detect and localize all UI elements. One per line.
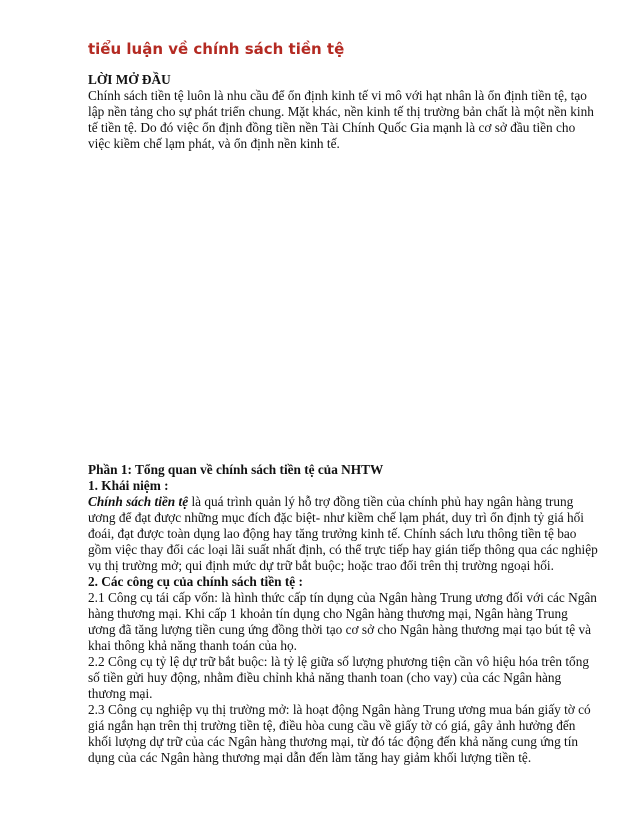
part1-section — [88, 462, 598, 766]
part1-heading: Phần 1: Tổng quan về chính sách tiền tệ của NHTW — [88, 462, 384, 477]
definition-text: là quá trình quản lý hỗ trợ đồng tiền của chính phủ hay ngân hàng trung ương để đạt được những mục đích đặc biệt- như kiềm chế lạm phát, duy trì ổn định tỷ giá hối đoái, đạt được toàn dụng lao động hay tăng trưởng kinh tế. Chính sách lưu thông tiền tệ bao gồm việc thay đổi các loại lãi suất nhất định, có thể trực tiếp hay gián tiếp thông qua các nghiệp vụ thị trường mở; qui định mức dự trữ bắt buộc; hoặc trao đổi trên thị trường ngoại hối. — [88, 494, 598, 573]
section2-heading: 2. Các công cụ của chính sách tiền tệ : — [88, 574, 303, 589]
section1-heading: 1. Khái niệm : — [88, 478, 169, 493]
intro-heading: LỜI MỞ ĐẦU — [88, 72, 171, 87]
document-title: tiểu luận về chính sách tiền tệ — [88, 40, 345, 58]
tool-open-market-paragraph: 2.3 Công cụ nghiệp vụ thị trường mở: là hoạt động Ngân hàng Trung ương mua bán giấy tờ có giá ngắn hạn trên thị trường tiền tệ, điều hòa cung cầu về giấy tờ có giá, gây ảnh hưởng đến khối lượng dự trữ của các Ngân hàng thương mại, từ đó tác động đến khả năng cung ứng tín dụng của các Ngân hàng thương mại dẫn đến làm tăng hay giảm khối lượng tiền tệ. — [88, 702, 591, 765]
tool-refinancing-paragraph: 2.1 Công cụ tái cấp vốn: là hình thức cấp tín dụng của Ngân hàng Trung ương đối với các Ngân hàng thương mại. Khi cấp 1 khoản tín dụng cho Ngân hàng thương mại, Ngân hàng Trung ương đã tăng lượng tiền cung ứng đồng thời tạo cơ sở cho Ngân hàng thương mại tạo bút tệ và khai thông khả năng thanh toán của họ. — [88, 590, 597, 653]
definition-paragraph — [88, 494, 598, 574]
definition-term: Chính sách tiền tệ — [88, 494, 189, 509]
intro-paragraph: Chính sách tiền tệ luôn là nhu cầu để ổn định kinh tế vi mô với hạt nhân là ổn định tiền tệ, tạo lập nền tảng cho sự phát triển chung. Mặt khác, nền kinh tế thị trường bản chất là một nền kinh tế tiền tệ. Do đó việc ổn định đồng tiền nền Tài Chính Quốc Gia mạnh là cơ sở đầu tiền cho việc kiềm chế lạm phát, và ổn định nền kinh tế. — [88, 88, 594, 151]
intro-section — [88, 72, 598, 152]
tool-reserve-ratio-paragraph: 2.2 Công cụ tỷ lệ dự trữ bắt buộc: là tỷ lệ giữa số lượng phương tiện cần vô hiệu hóa trên tổng số tiền gửi huy động, nhằm điều chỉnh khả năng thanh toan (cho vay) của các Ngân hàng thương mại. — [88, 654, 589, 701]
